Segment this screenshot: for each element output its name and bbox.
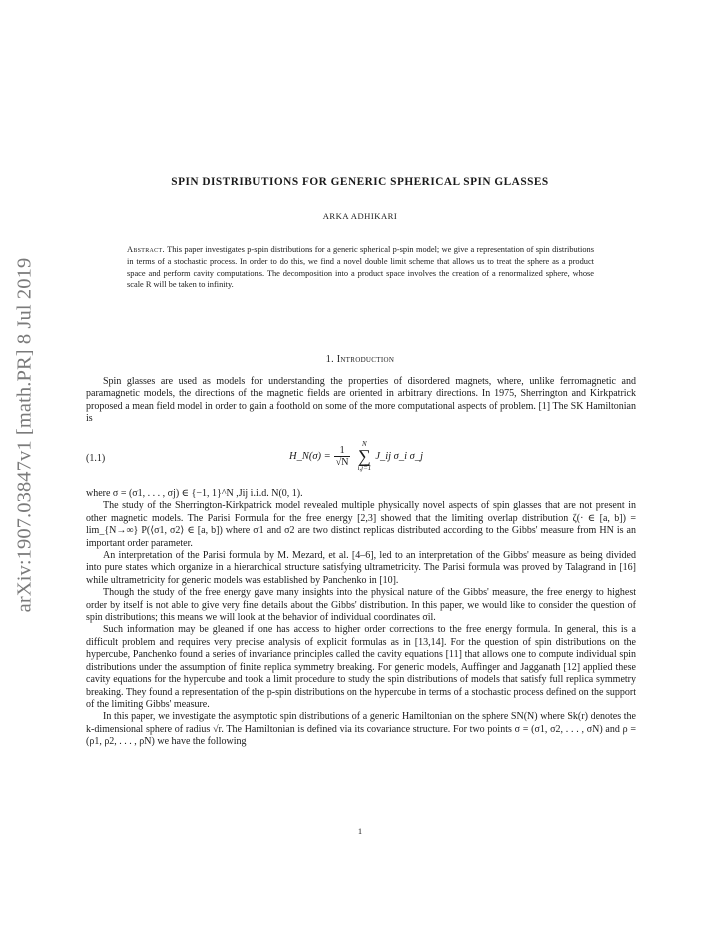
equation-rhs: J_ij σ_i σ_j: [375, 450, 423, 462]
sum-lower-limit: i,j=1: [357, 464, 372, 472]
paragraph: where σ = (σ1, . . . , σj) ∈ {−1, 1}^N ,Jij i.i.d. N(0, 1).: [86, 488, 303, 499]
abstract: [127, 244, 594, 291]
sum-symbol: ∑: [357, 446, 371, 466]
paragraph: Such information may be gleaned if one has access to higher order corrections to the free energy formula. In general, this is a difficult problem and requires very precise analysis of explicit formulas as in [13,14]. For the question of spin distributions on the hypercube, Panchenko found a series of invariance principles called the cavity equations [11] that allows one to compute individual spin distributions under the assumption of finite replica symmetry breaking. For generic models, Auffinger and Jagganath [12] applied these cavity equations for the hypercube and took a limit procedure to study the spin distributions of models that satisfy full replica symmetry breaking. They found a representation of the p-spin distributions on the hypercube in terms of a stochastic process defined on the support of the limiting Gibbs' measure.: [86, 624, 636, 710]
fraction-numerator: 1: [339, 444, 345, 456]
arxiv-stamp-text: arXiv:1907.03847v1 [math.PR] 8 Jul 2019: [13, 257, 36, 613]
paragraph: An interpretation of the Parisi formula by M. Mezard, et al. [4–6], led to an interpretation of the Gibbs' measure as being divided into pure states which organize in a hierarchical structure satisfying ultrametricity. The Parisi formula was proved by Talagrand in [16] while ultrametricity for generic models was established by Panchenko in [10].: [86, 550, 636, 586]
arxiv-stamp: [8, 230, 42, 640]
equation-lhs: H_N(σ) =: [289, 450, 331, 462]
paragraph: Spin glasses are used as models for understanding the properties of disordered magnets, where, unlike ferromagnetic and paramagnetic models, the directions of the magnetic fields are oriented in arbitrary directions. In 1975, Sherrington and Kirkpatrick proposed a mean field model in order to gain a foothold on some of the more computational aspects of problem. [1] The SK Hamiltonian is: [86, 376, 636, 425]
equation-label: (1.1): [86, 453, 106, 464]
paper-title: SPIN DISTRIBUTIONS FOR GENERIC SPHERICAL SPIN GLASSES: [171, 176, 549, 188]
paragraph: In this paper, we investigate the asymptotic spin distributions of a generic Hamiltonian on the sphere SN(N) where Sk(r) denotes the k-dimensional sphere of radius √r. The Hamiltonian is defined via its covariance structure. For two points σ = (σ1, σ2, . . . , σN) and ρ = (ρ1, ρ2, . . . , ρN) we have the following: [86, 711, 636, 748]
paper-author: ARKA ADHIKARI: [322, 211, 398, 221]
sum-upper-limit: N: [362, 440, 367, 448]
paragraph: The study of the Sherrington-Kirkpatrick model revealed multiple physically novel aspects of spin glasses that are not present in other magnetic models. The Parisi Formula for the free energy [2,3] showed that the limiting overlap distribution ζ(· ∈ [a, b]) = lim_{N→∞} P(⟨σ1, σ2⟩ ∈ [a, b]) where σ1 and σ2 are two distinct replicas distributed according to the Gibbs' measure from HN is an important order parameter.: [86, 500, 636, 549]
intro-paragraphs: [86, 376, 636, 426]
equation-fraction: [334, 445, 351, 468]
body-paragraphs: [86, 488, 636, 749]
equation-sum: [357, 440, 371, 472]
page-number: 1: [357, 826, 363, 836]
paragraph: Though the study of the free energy gave many insights into the physical nature of the Gibbs' measure, the free energy to highest order by itself is not able to give very fine details about the Gibbs' distribution. In this paper, we would like to consider the question of spin distributions; this means we will look at the behavior of individual coordinates σil.: [86, 587, 636, 624]
abstract-text: This paper investigates p-spin distributions for a generic spherical p-spin model; we give a representation of spin distributions in terms of a stochastic process. In order to do this, we find a novel double limit scheme that allows us to treat the sphere as a product space and perform cavity computations. The decomposition into a product space involves the creation of a renormalized sphere, whose scale R will be taken to infinity.: [127, 245, 594, 290]
section-heading: 1. Introduction: [325, 354, 395, 365]
abstract-label: Abstract.: [127, 245, 165, 254]
fraction-denominator: √N: [335, 456, 349, 468]
equation: [289, 436, 423, 476]
